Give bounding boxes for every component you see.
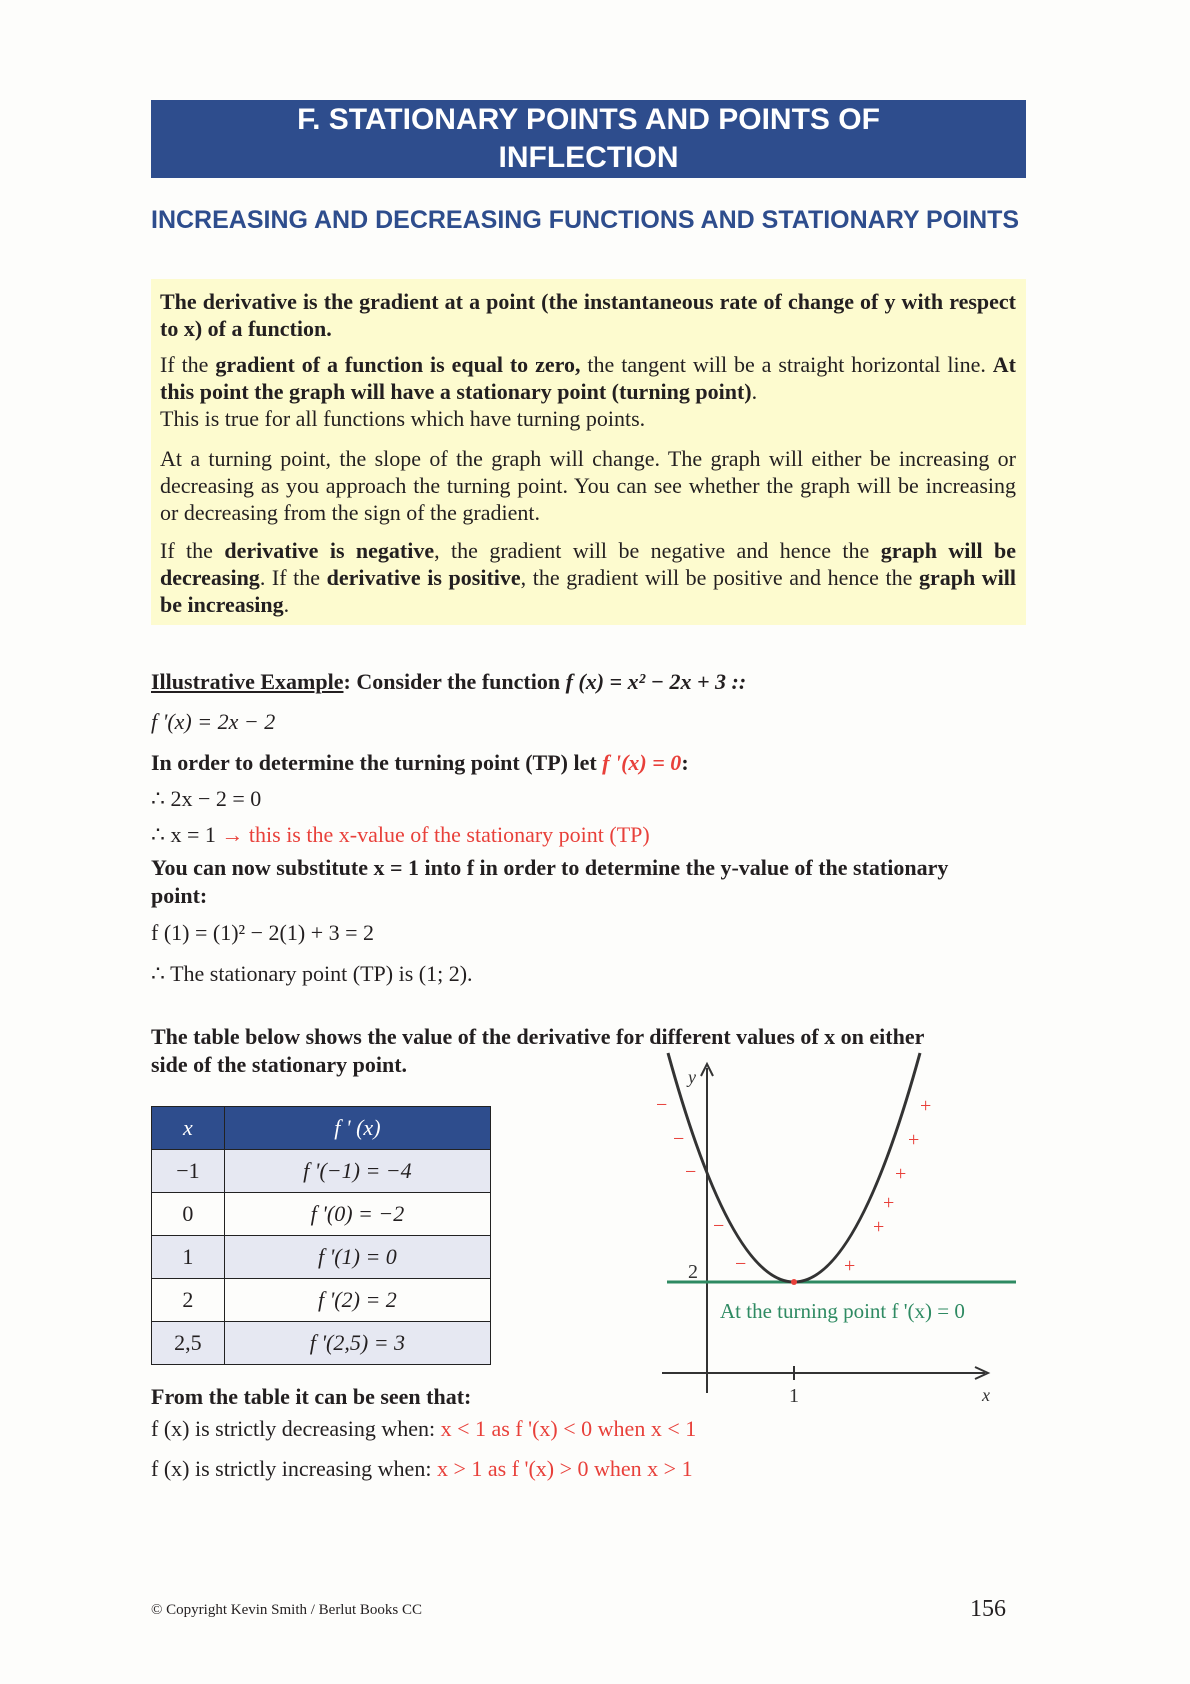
subsection-heading: INCREASING AND DECREASING FUNCTIONS AND STATIONARY POINTS [151,206,1020,234]
plus-sign: + [920,1095,932,1117]
cell: f '(2,5) = 3 [224,1322,490,1365]
derivative-line: f '(x) = 2x − 2 [151,709,276,734]
text: . [751,379,758,404]
example-label: Illustrative Example [151,669,344,694]
bold-text: side of the stationary point. [151,1052,408,1077]
bold-text: The table below shows the value of the derivative for different values of x on either [151,1024,925,1049]
plus-sign: + [873,1216,885,1238]
text: , the gradient will be negative and hence the [434,538,881,563]
text: the tangent will be a straight horizontal line. [580,352,993,377]
minus-sign: − [673,1128,685,1150]
parabola-curve [668,1053,920,1282]
text: : Consider the function [343,669,566,694]
bold-text: The derivative is the gradient at a point (the instantaneous rate of change of y with respect to x) of a function. [160,289,1016,341]
bold-text: From the table it can be seen that: [151,1384,472,1409]
text: f (x) is strictly increasing when: [151,1456,437,1481]
x-label: x [982,1385,990,1405]
bold-text: You can now substitute x = 1 into f in order to determine the y-value of the stationary [151,855,949,880]
copyright: © Copyright Kevin Smith / Berlut Books CC [151,1602,422,1618]
bold-text: In order to determine the turning point (TP) let [151,750,603,775]
plus-sign: + [908,1129,920,1151]
text: . [283,592,290,617]
bold-text: point: [151,883,208,908]
text: If the [160,538,225,563]
turning-point [791,1279,797,1285]
column-header-fprime: f ' (x) [224,1107,490,1150]
condition: x < 1 as f '(x) < 0 when x < 1 [440,1416,697,1441]
box-paragraph-3: At a turning point, the slope of the graph will change. The graph will either be increasing or decreasing as you approach the turning point. You can see whether the graph will be increasing or decreasing from the sign of the gradient. [160,446,1016,525]
cell: 0 [152,1193,225,1236]
minus-sign: − [656,1094,668,1116]
bold-text: derivative is positive [326,565,521,590]
bold-text: At this point the graph will have a stationary point (turning point) [160,352,1016,404]
text: , the gradient will be positive and hence the [520,565,919,590]
y-tick-label: 2 [688,1261,698,1283]
conclusion-title [151,1383,471,1411]
minus-sign: − [735,1253,747,1275]
bold-text: derivative is negative [224,538,435,563]
result-line: ∴ The stationary point (TP) is (1; 2). [151,961,473,986]
text: : [681,750,689,775]
tp-equation: f '(x) = 0 [602,750,682,775]
cell: f '(1) = 0 [224,1236,490,1279]
x-tick-label: 1 [789,1385,799,1407]
minus-sign: − [713,1215,725,1237]
calculation: f (1) = (1)² − 2(1) + 3 = 2 [151,920,375,945]
text: ∴ x = 1 [151,822,216,847]
increasing-statement [151,1455,693,1483]
function-formula: f (x) = x² − 2x + 3 :: [565,669,747,694]
section-title: F. STATIONARY POINTS AND POINTS OF INFLECTION [297,103,880,174]
bold-text: gradient of a function is equal to zero, [215,352,581,377]
text: If the [160,352,216,377]
cell: −1 [152,1150,225,1193]
plus-sign: + [895,1163,907,1185]
condition: x > 1 as f '(x) > 0 when x > 1 [436,1456,693,1481]
cell: 2,5 [152,1322,225,1365]
plus-sign: + [844,1255,856,1277]
text: This is true for all functions which have turning points. [160,406,646,431]
cell: 1 [152,1236,225,1279]
text: . If the [259,565,327,590]
cell: f '(0) = −2 [224,1193,490,1236]
y-label: y [688,1067,696,1087]
cell: 2 [152,1279,225,1322]
cell: f '(−1) = −4 [224,1150,490,1193]
step-1: ∴ 2x − 2 = 0 [151,786,262,811]
gradient-signs [656,1094,931,1277]
turning-point-annotation: At the turning point f '(x) = 0 [720,1299,965,1323]
step-note: → this is the x-value of the stationary point (TP) [215,822,650,847]
decreasing-statement [151,1415,696,1443]
bold-text: graph will be decreasing [160,538,1016,590]
column-header-x: x [152,1107,225,1150]
plus-sign: + [883,1192,895,1214]
cell: f '(2) = 2 [224,1279,490,1322]
minus-sign: − [685,1161,697,1183]
page-number: 156 [970,1596,1006,1622]
bold-text: graph will be increasing [160,565,1017,617]
text: f (x) is strictly decreasing when: [151,1416,441,1441]
